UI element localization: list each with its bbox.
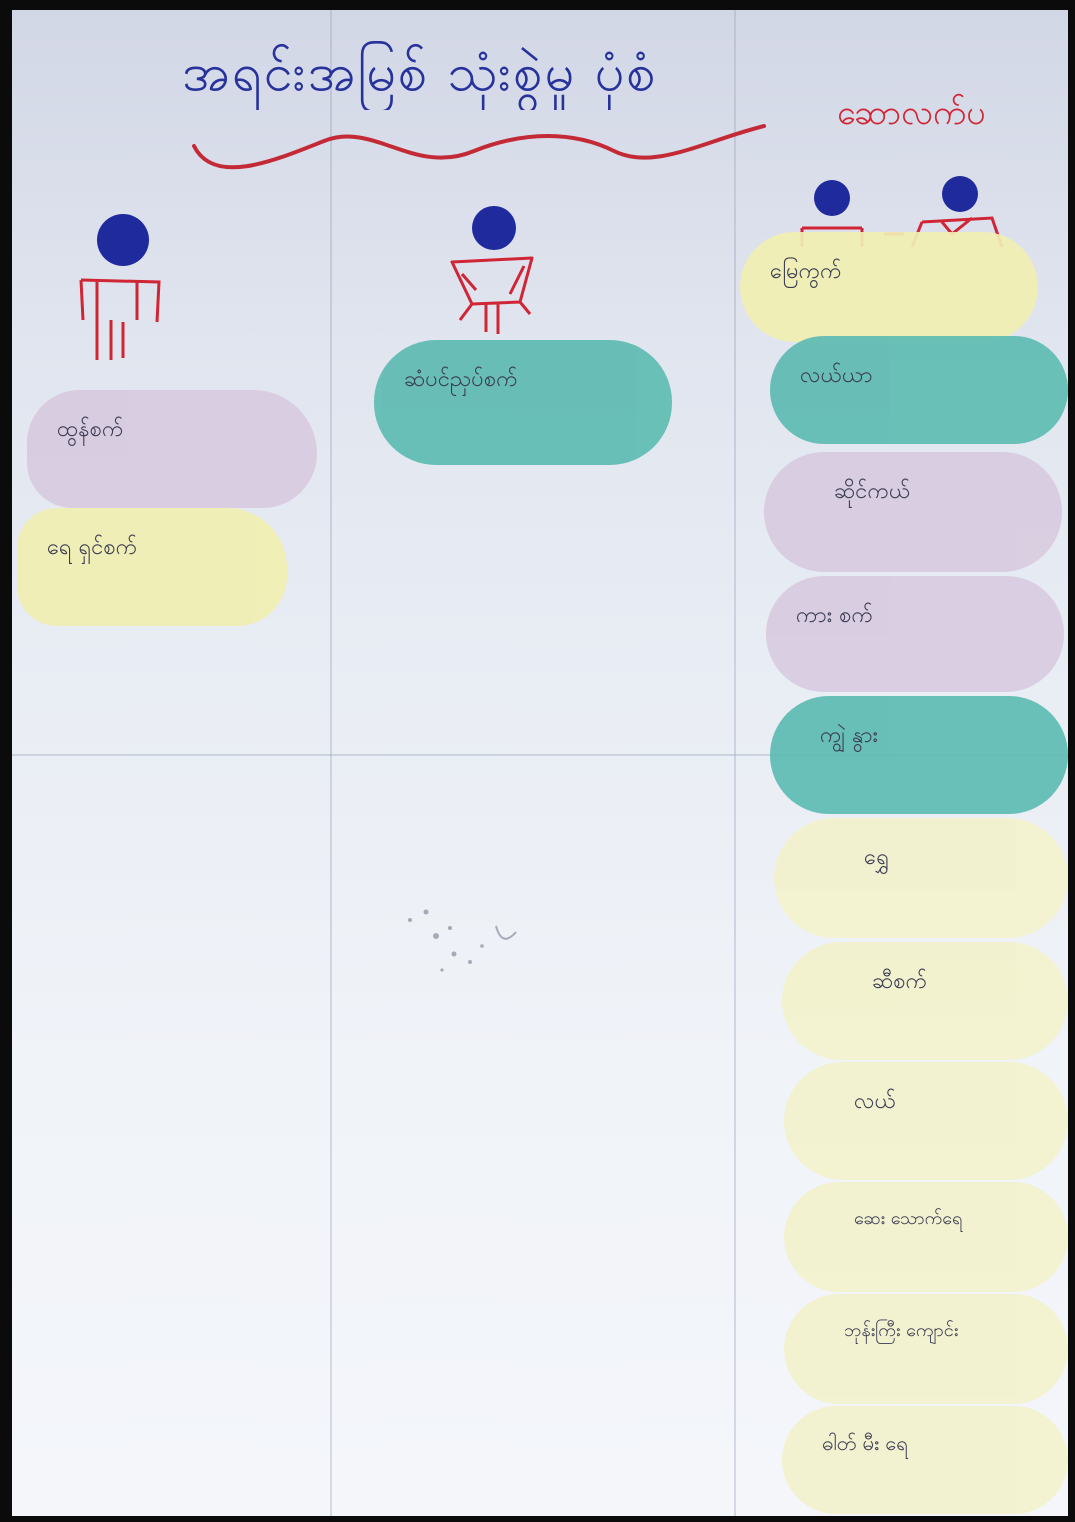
note-label: ဆံပင်ညှပ်စက် [404,367,518,392]
note-card [17,508,287,626]
note-card [770,696,1068,814]
note-label: ကား စက် [796,603,874,628]
fold-line [330,10,332,1516]
note-card [782,942,1068,1060]
note-card [764,452,1062,572]
note-label: လယ်ယာ [800,363,873,388]
poster-paper [12,10,1068,1516]
note-card [774,818,1068,938]
note-label: ဆိုင်ကယ် [834,479,911,504]
note-card [784,1294,1068,1404]
note-card [740,232,1038,342]
corner-label: ဆောလက်ပ [837,93,986,133]
fold-line [734,10,736,1516]
note-card [374,340,672,465]
note-card [27,390,317,508]
note-label: ဆီစက် [872,969,928,994]
note-label: ကျွဲ နွား [820,723,878,748]
note-label: ရေ ရှင်စက် [47,535,138,560]
note-label: ဘုန်းကြီး ကျောင်း [844,1320,959,1341]
note-card [766,576,1064,692]
note-label: ဓါတ် မီး ရေ [822,1431,908,1455]
note-label: ဆေး သောက်ရေ [854,1208,963,1229]
note-card [770,336,1068,444]
note-label: ရွှေ [864,845,890,870]
wavy-underline [184,106,784,176]
woman-figure-icon [432,200,542,345]
note-label: ထွန်စက် [57,417,124,442]
note-card [784,1182,1068,1292]
poster-title: အရင်းအမြစ် သုံးစွဲမှု ပုံစံ [182,43,658,103]
note-card [782,1406,1068,1514]
man-figure-icon [67,210,167,375]
note-label: မြေကွက် [770,259,842,284]
note-card [784,1062,1068,1180]
ink-smudges [392,890,532,990]
note-label: လယ် [854,1089,896,1114]
